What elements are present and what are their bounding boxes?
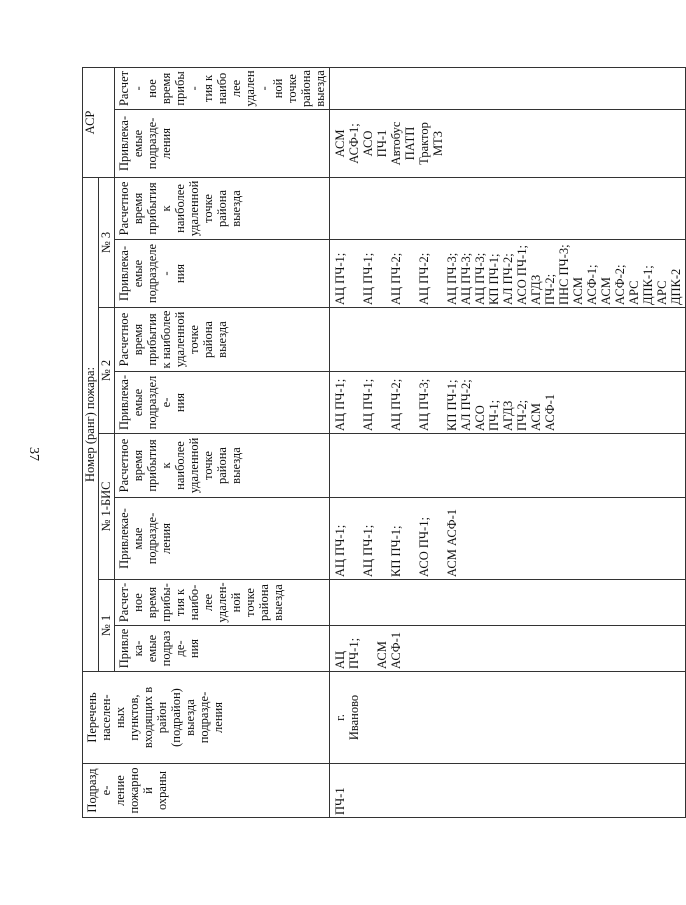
unit-entry <box>375 242 389 305</box>
cell-line: подразделе- <box>145 375 173 430</box>
unit-entry: ПНС ПЧ-3; <box>557 244 571 305</box>
cell-line: мые <box>131 527 145 550</box>
unit-entry <box>361 628 375 669</box>
header-acr-units <box>115 109 330 177</box>
cell-line: Расчет- <box>117 70 145 107</box>
header-rank2-time <box>115 308 330 372</box>
cell-line: ления <box>159 523 173 554</box>
cell-line: ния <box>173 263 187 284</box>
unit-entry <box>403 374 417 431</box>
unit-entry: АРС ДПК-2 <box>655 268 683 305</box>
unit-entry: АГДЗ ПЧ-2; <box>501 399 529 431</box>
unit-entry <box>375 374 389 431</box>
row-settlement <box>330 672 686 764</box>
cell-line: наиболее <box>215 72 243 105</box>
cell-line: ление <box>113 775 127 806</box>
cell-line: прибы- <box>173 71 201 106</box>
cell-line: выезда <box>229 447 243 484</box>
unit-entry: АЦ ПЧ-3; <box>459 252 473 305</box>
cell-line: точке <box>243 588 257 617</box>
cell-line: входящих в <box>141 686 155 749</box>
unit-entry <box>431 500 445 577</box>
unit-entry <box>431 242 445 305</box>
unit-entry: Трактор <box>417 122 431 165</box>
cell-line: подразде- <box>145 512 159 565</box>
cell-line: емые <box>131 259 145 288</box>
cell-line: района <box>215 447 229 484</box>
cell-line: наибо- <box>187 584 201 621</box>
cell-line: к наиболее <box>159 310 173 369</box>
unit-entry: АГДЗ ПЧ-2; <box>529 273 557 305</box>
unit-entry: АЦ ПЧ-1; <box>361 252 375 305</box>
cell-line: ной <box>229 592 243 613</box>
row-acr-units <box>330 109 686 177</box>
cell-line: выезда <box>229 190 243 227</box>
cell-line: Иваново <box>347 694 361 741</box>
cell-line: ных <box>113 706 127 729</box>
cell-line: ния <box>173 392 187 413</box>
cell-line: время <box>131 449 145 482</box>
cell-line: охраны <box>155 770 169 811</box>
unit-entry: АЦ ПЧ-3; <box>473 252 487 305</box>
unit-entry <box>403 500 417 577</box>
unit-entry: КП ПЧ-1; <box>445 379 459 431</box>
cell-line: района <box>257 584 271 621</box>
header-settlements <box>83 672 330 764</box>
cell-line: пунктов, <box>127 694 141 741</box>
unit-entry: АЦ ПЧ-3; <box>445 252 459 305</box>
row-acr-time <box>330 67 686 109</box>
cell-line: емые <box>145 634 159 663</box>
cell-line: Расчетное <box>117 312 131 367</box>
row-rank1bis-time <box>330 434 686 498</box>
cell-line: района <box>215 190 229 227</box>
table-row <box>330 67 686 817</box>
header-acr: АСР <box>83 67 115 177</box>
cell-line: ной <box>271 78 285 99</box>
cell-line: района <box>299 69 313 107</box>
unit-entry: АСФ-1; <box>347 123 361 164</box>
header-rank2-units <box>115 372 330 434</box>
cell-line: Привлека- <box>117 374 131 431</box>
cell-line: подразде- <box>145 117 159 170</box>
unit-entry: АСМ АСФ-1 <box>445 508 459 577</box>
header-rank-2: № 2 <box>99 308 115 434</box>
cell-line: подразделе- <box>145 243 173 304</box>
cell-line: время <box>159 72 173 105</box>
unit-entry: АЦ ПЧ-3; <box>417 378 431 431</box>
unit-entry: АЦ ПЧ-1; <box>361 378 375 431</box>
header-acr-time <box>115 67 330 109</box>
header-rank-3: № 3 <box>99 177 115 307</box>
unit-entry: АСМ АСФ-1 <box>529 393 557 431</box>
cell-line: выезда <box>183 699 197 736</box>
cell-line: пожарной <box>127 767 155 814</box>
cell-line: ное <box>145 79 159 98</box>
cell-line: выезда <box>271 584 285 621</box>
row-rank1bis-units <box>330 498 686 580</box>
unit-entry: АСМ АСФ-2; <box>599 264 627 305</box>
rotated-table-wrapper <box>82 68 683 818</box>
unit-entry: КП ПЧ-1; <box>389 525 403 577</box>
unit-entry: АЦ ПЧ-1; <box>333 637 361 669</box>
cell-line: тия к <box>173 588 187 617</box>
unit-entry: АСМ АСФ-1; <box>571 264 599 305</box>
header-rank3-time <box>115 177 330 239</box>
header-rank-1bis: № 1-БИС <box>99 434 115 580</box>
unit-entry: АЦ ПЧ-2; <box>389 378 403 431</box>
unit-entry: АЦ ПЧ-1; <box>333 378 347 431</box>
unit-entry <box>347 242 361 305</box>
cell-line: точке <box>285 74 299 103</box>
cell-line: подразде- <box>159 630 187 667</box>
unit-entry: АСО ПЧ-1; <box>417 517 431 577</box>
unit-entry: АЦ ПЧ-1; <box>361 524 375 577</box>
cell-line: Расчетное <box>117 181 131 236</box>
cell-line: точке <box>201 451 215 480</box>
row-rank3-units <box>330 240 686 308</box>
cell-line: Расчет- <box>117 582 131 623</box>
cell-line: населен- <box>99 694 113 741</box>
cell-line: район <box>155 701 169 734</box>
unit-entry: МТЗ <box>431 130 445 156</box>
unit-entry: АРС ДПК-1; <box>627 265 655 305</box>
cell-line: ния <box>187 638 201 659</box>
unit-entry: ПЧ-1 <box>375 129 389 158</box>
row-rank3-time <box>330 177 686 239</box>
unit-entry: АЛ ПЧ-2; <box>501 253 515 305</box>
cell-line: ления <box>159 128 173 159</box>
cell-line: прибы- <box>159 583 173 622</box>
cell-line: прибытия <box>145 313 159 366</box>
cell-line: точке <box>201 194 215 223</box>
cell-line: время <box>131 192 145 225</box>
cell-line: удален- <box>243 70 271 107</box>
cell-line: района <box>201 321 215 358</box>
cell-line: время <box>131 323 145 356</box>
page-number: 37 <box>26 447 41 461</box>
cell-line: к наиболее <box>159 184 187 233</box>
unit-entry: АЦ ПЧ-2; <box>417 252 431 305</box>
cell-line: удален- <box>215 582 229 623</box>
unit-entry: ПАТП <box>403 126 417 161</box>
cell-line: Перечень <box>85 692 99 743</box>
header-rank1bis-time <box>115 434 330 498</box>
unit-entry <box>347 374 361 431</box>
cell-line: Привлека- <box>117 115 131 172</box>
unit-entry: АЦ ПЧ-2; <box>389 252 403 305</box>
cell-line: удаленной <box>187 437 201 494</box>
header-rank1bis-units <box>115 498 330 580</box>
cell-line: тия к <box>201 74 215 103</box>
unit-entry <box>431 374 445 431</box>
row-rank1-units <box>330 626 686 672</box>
row-rank2-units <box>330 372 686 434</box>
fire-rank-table <box>82 67 686 818</box>
cell-line: ное <box>131 593 145 612</box>
unit-entry: АСО <box>361 130 375 157</box>
cell-line: ления <box>211 702 225 733</box>
unit-entry: АСМ <box>333 129 347 158</box>
header-rank1-units <box>115 626 330 672</box>
cell-line: прибытия <box>145 182 159 235</box>
cell-line: наиболее <box>173 441 187 490</box>
row-rank1-time <box>330 580 686 626</box>
cell-line: емые <box>131 129 145 158</box>
unit-entry: АСО ПЧ-1; <box>473 399 501 431</box>
unit-entry: АСО ПЧ-1; <box>515 245 529 305</box>
cell-line: Привлека- <box>117 245 131 302</box>
row-unit: ПЧ-1 <box>330 764 686 818</box>
cell-line: лее <box>201 593 215 612</box>
cell-line: Подразде- <box>85 768 113 813</box>
unit-entry <box>403 242 417 305</box>
cell-line: точке <box>187 325 201 354</box>
row-rank2-time <box>330 308 686 372</box>
cell-line: выезда <box>313 70 327 107</box>
unit-entry: АЛ ПЧ-2; <box>459 379 473 431</box>
header-rank-group: Номер (ранг) пожара: <box>83 177 99 671</box>
header-rank-1: № 1 <box>99 580 115 672</box>
unit-entry <box>375 500 389 577</box>
cell-line: Привлекае- <box>117 508 131 569</box>
cell-line: выезда <box>215 321 229 358</box>
cell-line: Привлека- <box>117 628 145 669</box>
unit-entry <box>347 500 361 577</box>
unit-entry: Автобус <box>389 121 403 166</box>
cell-line: удаленной <box>187 180 201 237</box>
cell-line: подразде- <box>197 691 211 744</box>
cell-line: удаленной <box>173 311 187 368</box>
header-rank3-units <box>115 240 330 308</box>
header-rank1-time <box>115 580 330 626</box>
cell-line: (подрайон) <box>169 688 183 747</box>
cell-line: г. <box>333 714 347 721</box>
unit-entry: АЦ ПЧ-1; <box>333 252 347 305</box>
cell-line: время <box>145 586 159 619</box>
header-unit <box>83 764 330 818</box>
cell-line: прибытия к <box>145 439 173 492</box>
cell-line: Расчетное <box>117 438 131 493</box>
unit-entry: АСМ АСФ-1 <box>375 631 403 669</box>
unit-entry: АЦ ПЧ-1; <box>333 524 347 577</box>
cell-line: емые <box>131 388 145 417</box>
unit-entry: КП ПЧ-1; <box>487 253 501 305</box>
